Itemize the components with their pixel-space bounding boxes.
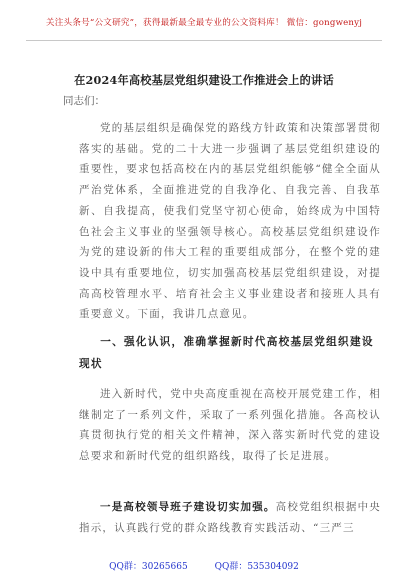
paragraph-body: 高校党组织根据中央指示，认真践行党的群众路线教育实践活动、“三严三: [79, 501, 381, 534]
footer-qq-group-2: QQ群：535304092: [214, 562, 299, 572]
paragraph-intro: 党的基层组织是确保党的路线方针政策和决策部署贯彻落实的基础。党的二十大进一步强调了基层党组织建设的重要性，要求包括高校在内的基层党组织能够“健全全面从严治党体系，全面推进党的自我净化、自我完善、自我革新、自我提高，使我们党坚守初心使命，始终成为中国特色社会主义事业的坚强领导核心。高校基层党组织建设作为党的建设新的伟大工程的重要组成部分，在整个党的建设中具有重要地位，切实加强高校基层党组织建设，对提高高校管理水平、培育社会主义事业建设者和接班人具有重要意义。下面，我讲几点意见。: [79, 122, 381, 321]
header-divider: [26, 40, 382, 41]
salutation: 同志们：: [63, 95, 105, 107]
document-title: 在2024年高校基层党组织建设工作推进会上的讲话: [74, 73, 334, 87]
paragraph-leadership: [79, 497, 381, 538]
paragraph-new-era: 进入新时代，党中央高度重视在高校开展党建工作，相继制定了一系列文件，采取了一系列强化措施。各高校认真贯彻执行党的相关文件精神，深入落实新时代党的建设总要求和新时代党的组织路线，取得了长足进展。: [79, 388, 381, 463]
header-banner: 关注头条号“公文研究”，获得最新最全最专业的公文资料库！ 微信：gongwenyj: [45, 18, 363, 28]
section-heading-1: 一、强化认识，准确掌握新时代高校基层党组织建设现状: [79, 336, 374, 370]
footer-contacts: [0, 559, 408, 572]
footer-qq-group-1: QQ群：30265665: [109, 562, 188, 572]
paragraph-lead-bold: 一是高校领导班子建设切实加强。: [100, 501, 276, 513]
